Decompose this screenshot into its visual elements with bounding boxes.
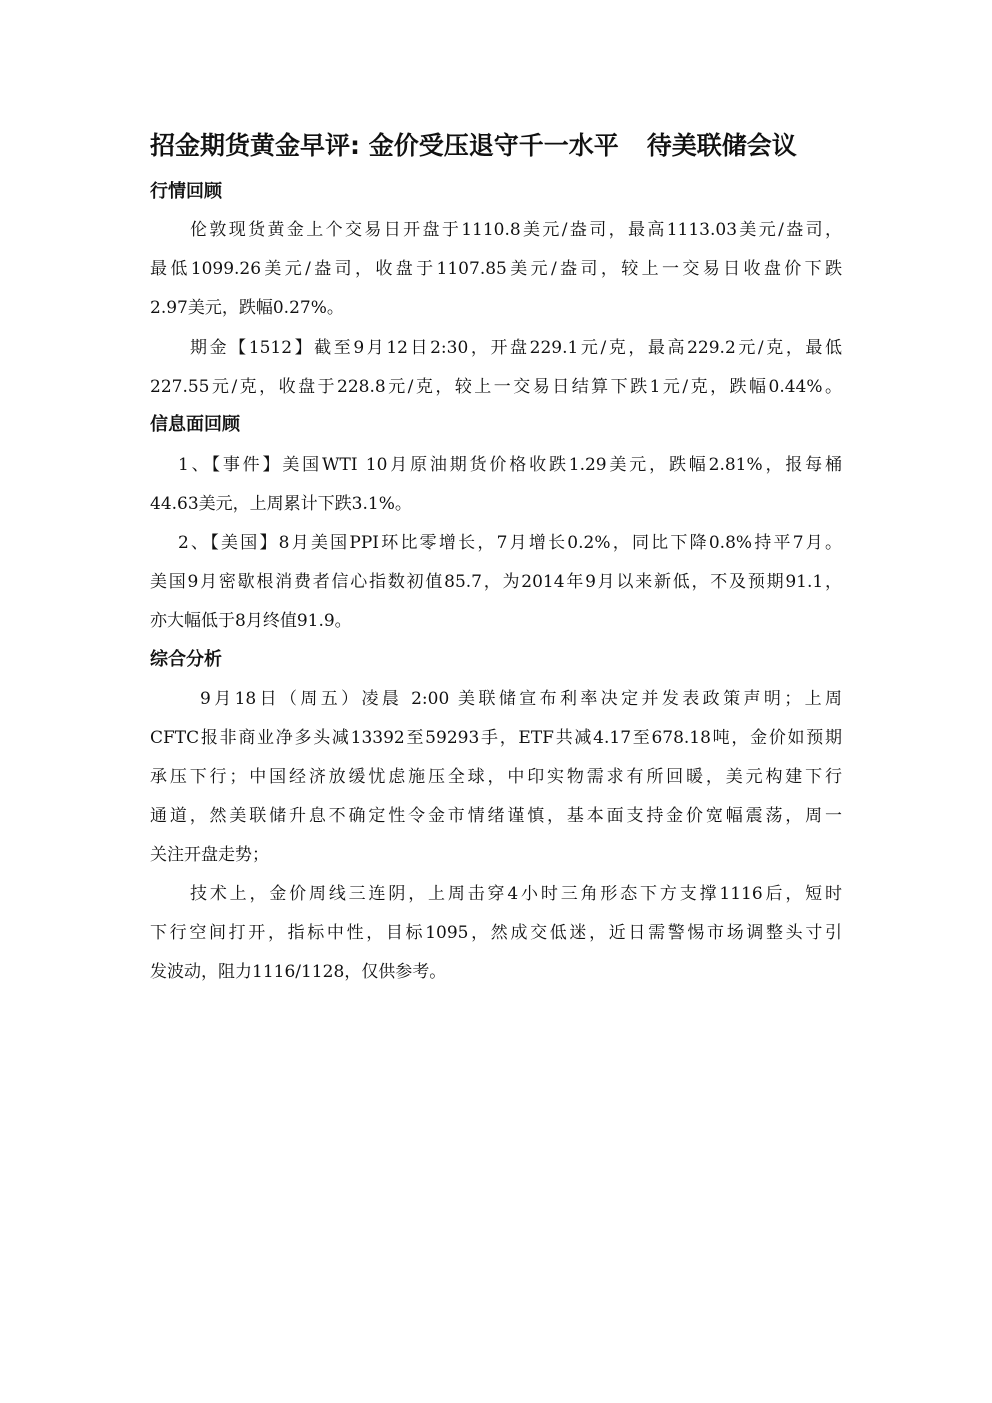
para-line: 227.55元/克，收盘于228.8元/克，较上一交易日结算下跌1元/克，跌幅0.44%。: [150, 377, 842, 397]
para-line: 通道，然美联储升息不确定性令金市情绪谨慎，基本面支持金价宽幅震荡，周一: [150, 806, 842, 826]
para-line: 44.63美元，上周累计下跌3.1%。: [150, 494, 412, 514]
para-line: 下行空间打开，指标中性，目标1095，然成交低迷，近日需警惕市场调整头寸引: [150, 923, 842, 943]
paragraph-technical: [150, 875, 842, 992]
para-line: 发波动，阻力1116/1128，仅供参考。: [150, 962, 447, 982]
heading-market-review: 行情回顾: [150, 181, 222, 202]
para-line: 最低1099.26美元/盎司，收盘于1107.85美元/盎司，较上一交易日收盘价下跌: [150, 259, 842, 279]
title-main: 招金期货黄金早评: 金价受压退守千一水平: [150, 131, 619, 160]
paragraph-futures-gold: [150, 329, 842, 407]
para-line: 承压下行；中国经济放缓忧虑施压全球，中印实物需求有所回暖，美元构建下行: [150, 767, 842, 787]
heading-analysis: 综合分析: [150, 649, 222, 670]
document-title: [150, 128, 842, 164]
para-line: 期金【1512】截至9月12日2:30，开盘229.1元/克，最高229.2元/克，最低: [190, 338, 842, 358]
paragraph-spot-gold: [150, 211, 842, 328]
para-line: CFTC报非商业净多头减13392至59293手，ETF共减4.17至678.18吨，金价如预期: [150, 728, 842, 748]
para-line: 2.97美元，跌幅0.27%。: [150, 298, 344, 318]
para-line: 技术上，金价周线三连阴，上周击穿4小时三角形态下方支撑1116后，短时: [190, 884, 842, 904]
para-line: 美国9月密歇根消费者信心指数初值85.7，为2014年9月以来新低，不及预期91.1，: [150, 572, 842, 592]
para-line: 伦敦现货黄金上个交易日开盘于1110.8美元/盎司，最高1113.03美元/盎司，: [190, 220, 842, 240]
para-line: 亦大幅低于8月终值91.9。: [150, 611, 352, 631]
para-line: 2、【美国】8月美国PPI环比零增长，7月增长0.2%，同比下降0.8%持平7月。: [178, 533, 842, 553]
news-item-2: [150, 524, 842, 641]
paragraph-fundamentals: [150, 680, 842, 875]
title-sub: 待美联储会议: [646, 131, 797, 160]
para-line: 关注开盘走势；: [150, 845, 269, 865]
news-item-1: [150, 446, 842, 524]
para-line: 1、【事件】美国WTI 10月原油期货价格收跌1.29美元，跌幅2.81%，报每桶: [178, 455, 842, 475]
para-line: 9月18日（周五）凌晨 2:00 美联储宣布利率决定并发表政策声明；上周: [200, 689, 842, 709]
heading-news-review: 信息面回顾: [150, 414, 240, 435]
